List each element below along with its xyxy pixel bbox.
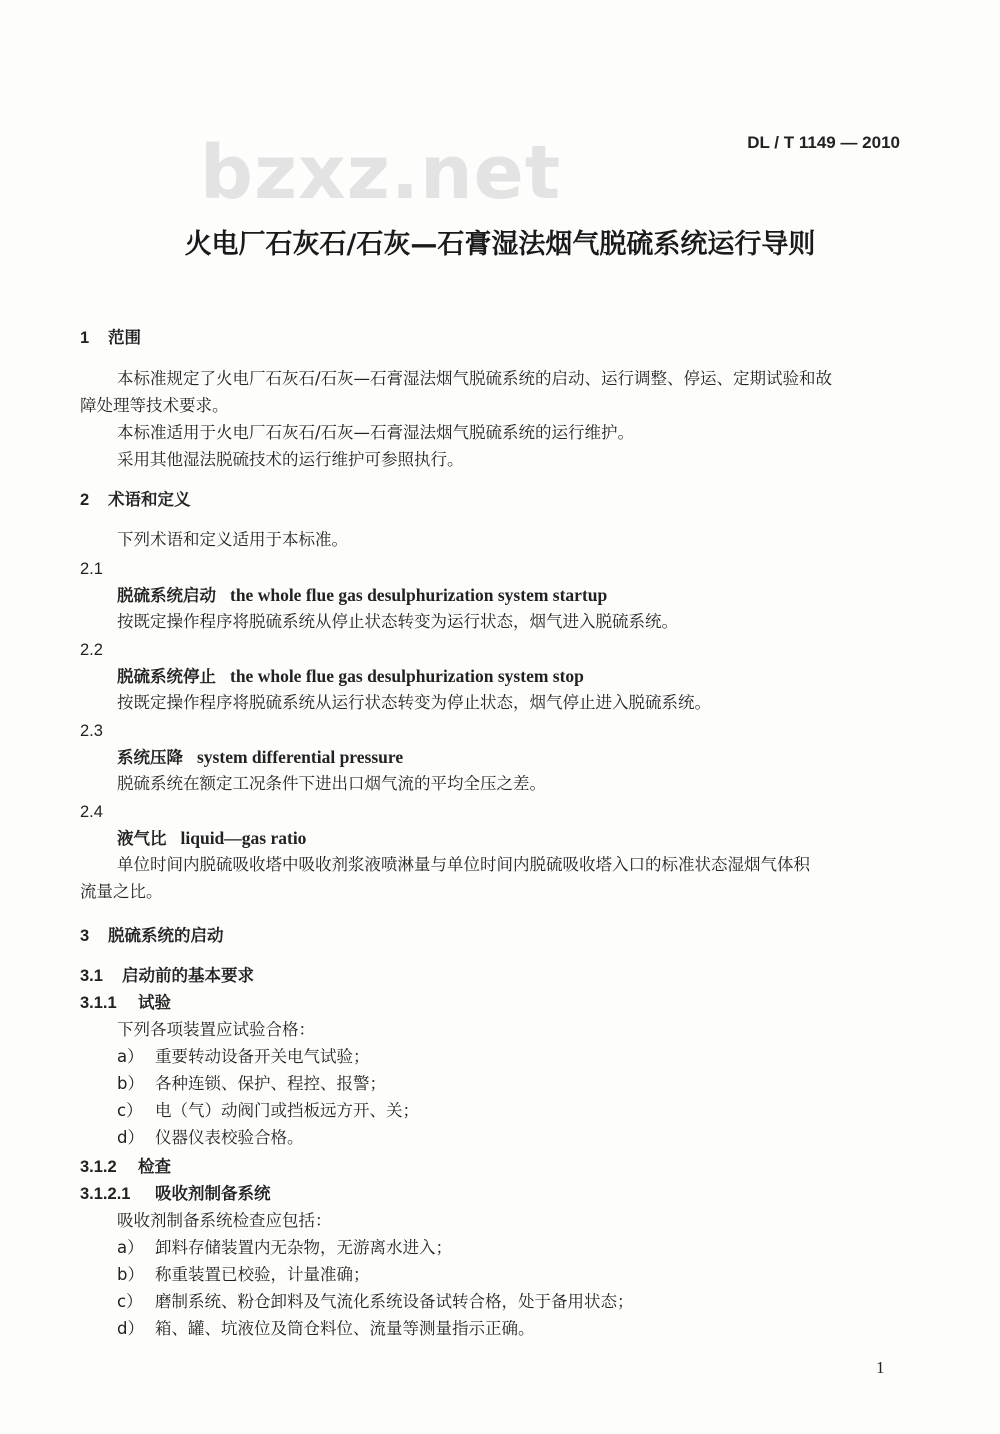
term-number: 2.4 [80, 803, 103, 821]
subsection-title: 启动前的基本要求 [122, 966, 254, 985]
section-title: 范围 [108, 328, 141, 347]
term-title [117, 747, 403, 768]
list-item [117, 1238, 452, 1258]
list-item [117, 1292, 634, 1312]
term-cn: 系统压降 [117, 748, 183, 767]
subsection-title: 检查 [138, 1157, 171, 1176]
list-item-text: 重要转动设备开关电气试验； [155, 1047, 370, 1066]
standard-code: DL / T 1149 — 2010 [747, 133, 900, 152]
list-item [117, 1265, 370, 1285]
subsection-number: 3.1 [80, 967, 103, 985]
term-definition: 按既定操作程序将脱硫系统从停止状态转变为运行状态，烟气进入脱硫系统。 [117, 612, 678, 631]
list-item [117, 1047, 370, 1067]
paragraph-line: 本标准规定了火电厂石灰石/石灰—石膏湿法烟气脱硫系统的启动、运行调整、停运、定期试验和故 [117, 369, 833, 388]
term-definition: 流量之比。 [80, 882, 163, 901]
page-number: 1 [876, 1358, 885, 1377]
term-definition: 单位时间内脱硫吸收塔中吸收剂浆液喷淋量与单位时间内脱硫吸收塔入口的标准状态湿烟气体积 [117, 855, 810, 874]
list-item [117, 1319, 535, 1339]
subsection-title: 吸收剂制备系统 [155, 1184, 271, 1203]
paragraph-line: 吸收剂制备系统检查应包括： [117, 1211, 332, 1230]
paragraph-line: 下列各项装置应试验合格： [117, 1020, 315, 1039]
list-item-text: 电（气）动阀门或挡板远方开、关； [155, 1101, 419, 1120]
subsection-number: 3.1.1 [80, 994, 117, 1012]
list-item-label: a） [117, 1047, 144, 1066]
term-cn: 液气比 [117, 829, 167, 848]
subsection-title: 试验 [138, 993, 171, 1012]
subsection-number: 3.1.2.1 [80, 1185, 131, 1203]
section-number: 2 [80, 491, 90, 509]
list-item-label: b） [117, 1074, 144, 1093]
list-item-text: 卸料存储装置内无杂物，无游离水进入； [155, 1238, 452, 1257]
document-title: 火电厂石灰石/石灰—石膏湿法烟气脱硫系统运行导则 [184, 229, 816, 260]
term-title [117, 828, 306, 849]
list-item [117, 1101, 419, 1121]
term-cn: 脱硫系统停止 [117, 667, 216, 686]
subsection-number: 3.1.2 [80, 1158, 117, 1176]
subsection-3-1-2-heading [80, 1157, 171, 1177]
term-title [117, 666, 584, 687]
paragraph-line: 下列术语和定义适用于本标准。 [117, 530, 348, 549]
section-title: 脱硫系统的启动 [108, 926, 224, 945]
list-item-label: d） [117, 1319, 144, 1338]
term-number: 2.3 [80, 722, 103, 740]
term-cn: 脱硫系统启动 [117, 586, 216, 605]
list-item-label: d） [117, 1128, 144, 1147]
section-number: 3 [80, 927, 90, 945]
section-2-heading [80, 490, 191, 510]
section-3-heading [80, 926, 224, 946]
watermark: bzxz.net [200, 130, 562, 216]
list-item-text: 称重装置已校验，计量准确； [155, 1265, 370, 1284]
section-1-heading [80, 328, 141, 348]
section-title: 术语和定义 [108, 490, 191, 509]
list-item-label: b） [117, 1265, 144, 1284]
term-number: 2.2 [80, 641, 103, 659]
subsection-3-1-2-1-heading [80, 1184, 271, 1204]
term-en: the whole flue gas desulphurization system startup [230, 585, 608, 605]
list-item [117, 1074, 386, 1094]
paragraph-line: 采用其他湿法脱硫技术的运行维护可参照执行。 [117, 450, 464, 469]
list-item-label: a） [117, 1238, 144, 1257]
list-item-label: c） [117, 1292, 143, 1311]
term-en: system differential pressure [197, 747, 404, 767]
subsection-3-1-1-heading [80, 993, 171, 1013]
subsection-3-1-heading [80, 966, 254, 986]
list-item-text: 仪器仪表校验合格。 [155, 1128, 304, 1147]
list-item-text: 磨制系统、粉仓卸料及气流化系统设备试转合格，处于备用状态； [155, 1292, 634, 1311]
term-en: liquid—gas ratio [180, 828, 307, 848]
term-number: 2.1 [80, 560, 103, 578]
term-definition: 按既定操作程序将脱硫系统从运行状态转变为停止状态，烟气停止进入脱硫系统。 [117, 693, 711, 712]
list-item-label: c） [117, 1101, 143, 1120]
list-item-text: 箱、罐、坑液位及筒仓料位、流量等测量指示正确。 [155, 1319, 535, 1338]
term-en: the whole flue gas desulphurization system stop [230, 666, 584, 686]
paragraph-line: 障处理等技术要求。 [80, 396, 229, 415]
list-item [117, 1128, 304, 1148]
paragraph-line: 本标准适用于火电厂石灰石/石灰—石膏湿法烟气脱硫系统的运行维护。 [117, 423, 635, 442]
section-number: 1 [80, 329, 90, 347]
term-definition: 脱硫系统在额定工况条件下进出口烟气流的平均全压之差。 [117, 774, 546, 793]
term-title [117, 585, 607, 606]
list-item-text: 各种连锁、保护、程控、报警； [155, 1074, 386, 1093]
